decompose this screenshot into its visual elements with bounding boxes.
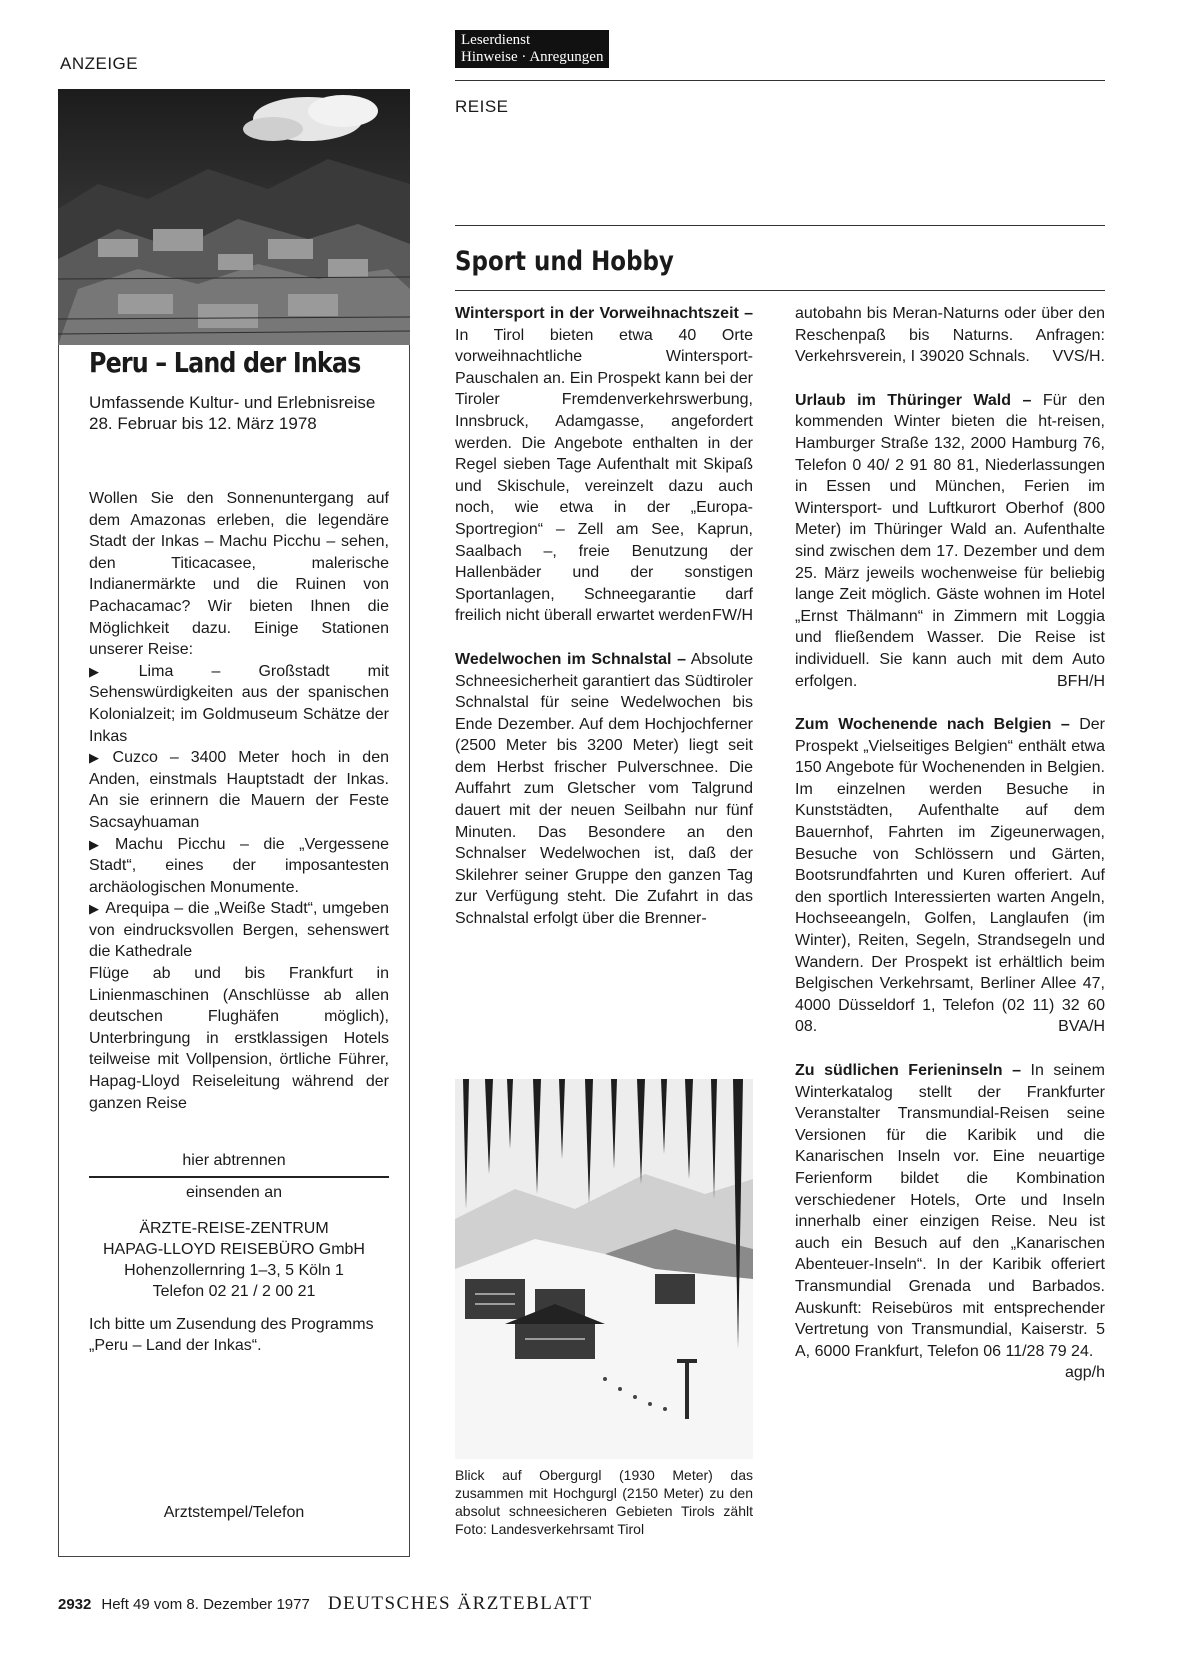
article-title: Wintersport in der Vorweihnachtszeit –	[455, 305, 753, 322]
article-body: Der Prospekt „Vielseitiges Belgien“ enthält etwa 150 Angebote für Wochenenden in Belgien. Im einzelnen werden Besuche in Kunststädten, Aufenthalte auf dem Bauernhof, Fahrten im Zigeunerwagen, Besuche von Schlössern und Gärten, Bootsrundfahrten und Kuren offeriert. Auf den sportlich Interessierten warten Angeln, Hochseeangeln, Golfen, Langlaufen (im Winter), Reiten, Segeln, Strandsegeln und Wandern. Der Prospekt ist erhältlich beim Belgischen Verkehrsamt, Berliner Allee 47, 4000 Düsseldorf 1, Telefon (02 11) 32 60 08.	[795, 716, 1106, 1036]
column-right	[795, 303, 1105, 1384]
article-signature: agp/h	[1064, 1364, 1105, 1382]
article	[455, 649, 753, 930]
article	[795, 390, 1105, 692]
station-item: ▶ Lima – Großstadt mit Sehenswürdigkeiten aus der spanischen Kolonialzeit; im Goldmuseum Schätze der Inkas	[89, 661, 389, 747]
sender-line: HAPAG-LLOYD REISEBÜRO GmbH	[103, 1241, 365, 1258]
article-body: Für den kommenden Winter bieten die ht-reisen, Hamburger Straße 132, 2000 Hamburg 76, Telefon 0 40/ 2 91 80 81, Niederlassungen in Essen und München, Ferien im Wintersport- und Luftkurort Oberhof (800 Meter) im Thüringer Wald an. Aufenthalte sind zwischen dem 17. Dezember und dem 25. März jeweils wochenweise für beliebig lange Zeit möglich. Gäste wohnen im Hotel „Ernst Thälmann“ in Zimmern mit Loggia und fließendem Wasser. Die Reise ist individuell. Sie kann auch mit dem Auto erfolgen.	[795, 391, 1105, 690]
article-body: autobahn bis Meran-Naturns oder über den Reschenpaß bis Naturns. Anfragen: Verkehrsverein, I 39020 Schnals.	[795, 305, 1105, 366]
category-label: REISE	[455, 97, 509, 116]
reader-service-badge	[455, 30, 609, 68]
section-title: Sport und Hobby	[455, 246, 674, 277]
article-signature: VVS/H.	[1052, 348, 1105, 366]
article-signature: BVA/H	[1058, 1018, 1105, 1036]
article	[455, 303, 753, 627]
advertisement-box	[58, 89, 410, 1557]
article-signature: BFH/H	[1057, 672, 1105, 690]
station-item: ▶ Machu Picchu – die „Vergessene Stadt“, eines der imposantesten archäologischen Monumente.	[89, 834, 389, 899]
sender-line: Hohenzollernring 1–3, 5 Köln 1	[124, 1262, 344, 1279]
ad-details: Flüge ab und bis Frankfurt in Linienmaschinen (Anschlüsse ab allen deutschen Flughäfen möglich), Unterbringung in erstklassigen Hotels teilweise mit Vollpension, örtliche Führer, Hapag-Lloyd Reiseleitung während der ganzen Reise	[89, 965, 389, 1112]
obergurgl-photo	[455, 1079, 753, 1459]
section-rule-bottom	[455, 290, 1105, 291]
issue-info: Heft 49 vom 8. Dezember 1977	[101, 1596, 310, 1613]
sender-address	[59, 1218, 409, 1302]
header-rule	[455, 80, 1105, 81]
cut-line	[89, 1176, 389, 1178]
page-number: 2932	[58, 1596, 92, 1613]
article	[795, 714, 1105, 1038]
article-body: In seinem Winterkatalog stellt der Frankfurter Veranstalter Transmundial-Reisen seine Versionen für die Karibik und die Kanarischen Inseln vor. Eine neuartige Ferienform bildet die Kombination verschiedener Hotels, Orte und Inseln innerhalb einer einzigen Reise. Neu ist auch ein Besuch auf den „Kanarischen Abenteuer-Inseln“. In der Karibik offeriert Transmundial Grenada und Barbados. Auskunft: Reisebüros mit entsprechender Vertretung von Transmundial, Kaiserstr. 5 A, 6000 Frankfurt, Telefon 06 11/28 79 24.	[795, 1062, 1105, 1360]
magazine-name: DEUTSCHES ÄRZTEBLATT	[327, 1593, 593, 1614]
article-body: Absolute Schneesicherheit garantiert das Südtiroler Schnalstal für seine Wedelwochen bis Ende Dezember. Auf dem Hochjochferner (2500 Meter bis 3200 Meter) liegt seit dem Herbst frischer Pulverschnee. Die Auffahrt zum Gletscher vom Talgrund dauert mit der neuen Seilbahn nur fünf Minuten. Das Besondere an den Schnalser Wedelwochen ist, daß der Skilehrer seiner Gruppe den ganzen Tag zur Verfügung steht. Die Zufahrt in das Schnalstal erfolgt über die Brenner-	[455, 650, 754, 928]
article-title: Zum Wochenende nach Belgien –	[795, 716, 1070, 734]
service-line-1: Leserdienst	[461, 32, 531, 48]
send-label: einsenden an	[185, 1184, 283, 1201]
station-item: ▶ Arequipa – die „Weiße Stadt“, umgeben von eindrucksvollen Bergen, sehenswert die Kathedrale	[89, 898, 389, 963]
article	[795, 1060, 1105, 1382]
article-title: Zu südlichen Ferieninseln –	[795, 1062, 1021, 1079]
article-continuation	[795, 303, 1105, 368]
service-line-2: Hinweise · Anregungen	[461, 49, 604, 65]
page-footer	[58, 1593, 593, 1615]
ad-subtitle: Umfassende Kultur- und Erlebnisreise 28. Februar bis 12. März 1978	[89, 393, 376, 433]
photo-caption: Blick auf Obergurgl (1930 Meter) das zusammen mit Hochgurgl (2150 Meter) zu den absolut schneesicheren Gebieten Tirols zählt Foto: Landesverkehrsamt Tirol	[455, 1467, 753, 1537]
sender-line: ÄRZTE-REISE-ZENTRUM	[139, 1220, 329, 1237]
column-middle	[455, 303, 753, 952]
program-request: Ich bitte um Zusendung des Programms „Peru – Land der Inkas“.	[89, 1316, 374, 1354]
article-body: In Tirol bieten etwa 40 Orte vorweihnachtliche Wintersport-Pauschalen an. Ein Prospekt kann bei der Tiroler Fremdenverkehrswerbung, Innsbruck, Adamgasse, angefordert werden. Die Angebote enthalten in der Regel sieben Tage Aufenthalt mit Skipaß und Skischule, vereinzelt dazu auch noch, wie etwa in der „Europa-Sportregion“ – Zell am See, Kaprun, Saalbach –, freie Benutzung der Hallenbäder und der sonstigen Sportanlagen, Schneegarantie darf freilich nicht überall erwartet werden	[455, 326, 753, 625]
article-signature: FW/H	[712, 607, 753, 625]
stamp-label: Arztstempel/Telefon	[163, 1504, 305, 1521]
sender-line: Telefon 02 21 / 2 00 21	[152, 1283, 316, 1300]
article-title: Urlaub im Thüringer Wald –	[795, 391, 1032, 409]
section-rule-top	[455, 225, 1105, 226]
station-item: ▶ Cuzco – 3400 Meter hoch in den Anden, einstmals Hauptstadt der Inkas. An sie erinnern die Mauern der Feste Sacsayhuaman	[89, 747, 389, 833]
cut-label: hier abtrennen	[182, 1152, 286, 1169]
ad-label: ANZEIGE	[60, 54, 139, 73]
ad-intro: Wollen Sie den Sonnenuntergang auf dem Amazonas erleben, die legendäre Stadt der Inkas – Machu Picchu – sehen, den Titicacasee, malerische Indianermärkte und die Ruinen von Pachacamac? Wir bieten Ihnen die Möglichkeit dazu. Einige Stationen unserer Reise:	[89, 490, 389, 659]
article-title: Wedelwochen im Schnalstal –	[455, 650, 686, 668]
ad-title: Peru – Land der Inkas	[89, 346, 361, 379]
ad-body	[89, 488, 389, 1114]
machu-picchu-photo	[58, 89, 410, 345]
